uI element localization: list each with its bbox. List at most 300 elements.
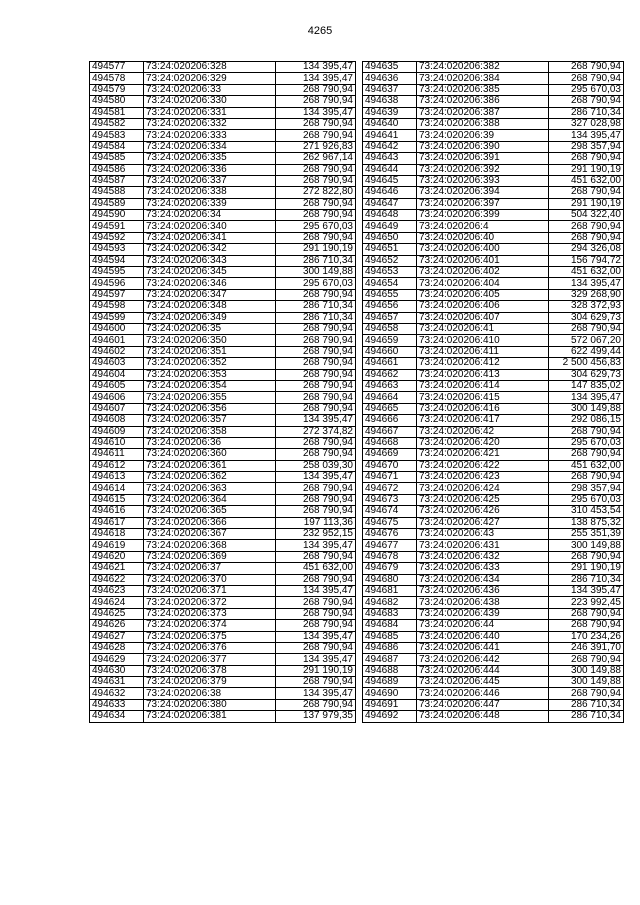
table-row — [90, 380, 356, 391]
row-number-cell: 494605 — [90, 380, 144, 391]
table-row — [90, 84, 356, 95]
value-cell: 268 790,94 — [276, 118, 356, 129]
table-row — [90, 358, 356, 369]
value-cell: 223 992,45 — [549, 597, 624, 608]
table-row — [363, 255, 624, 266]
row-number-cell: 494654 — [363, 278, 417, 289]
cadastral-number-cell: 73:24:020206:439 — [417, 608, 549, 619]
cadastral-number-cell: 73:24:020206:348 — [144, 301, 276, 312]
cadastral-number-cell: 73:24:020206:34 — [144, 210, 276, 221]
table-row — [363, 198, 624, 209]
row-number-cell: 494607 — [90, 403, 144, 414]
table-row — [363, 517, 624, 528]
table-row — [363, 654, 624, 665]
value-cell: 268 790,94 — [549, 472, 624, 483]
row-number-cell: 494598 — [90, 301, 144, 312]
table-row — [363, 278, 624, 289]
table-row — [363, 665, 624, 676]
table-row — [363, 677, 624, 688]
cadastral-number-cell: 73:24:020206:349 — [144, 312, 276, 323]
value-cell: 268 790,94 — [276, 198, 356, 209]
value-cell: 268 790,94 — [276, 483, 356, 494]
cadastral-number-cell: 73:24:020206:372 — [144, 597, 276, 608]
value-cell: 134 395,47 — [276, 585, 356, 596]
row-number-cell: 494628 — [90, 642, 144, 653]
table-row — [363, 369, 624, 380]
table-row — [90, 289, 356, 300]
table-row — [363, 585, 624, 596]
value-cell: 286 710,34 — [276, 255, 356, 266]
cadastral-number-cell: 73:24:020206:415 — [417, 392, 549, 403]
value-cell: 294 326,08 — [549, 244, 624, 255]
value-cell: 134 395,47 — [549, 130, 624, 141]
cadastral-number-cell: 73:24:020206:42 — [417, 426, 549, 437]
value-cell: 268 790,94 — [549, 96, 624, 107]
cadastral-number-cell: 73:24:020206:340 — [144, 221, 276, 232]
row-number-cell: 494583 — [90, 130, 144, 141]
row-number-cell: 494645 — [363, 175, 417, 186]
table-row — [363, 244, 624, 255]
cadastral-number-cell: 73:24:020206:400 — [417, 244, 549, 255]
cadastral-number-cell: 73:24:020206:436 — [417, 585, 549, 596]
row-number-cell: 494611 — [90, 449, 144, 460]
row-number-cell: 494681 — [363, 585, 417, 596]
value-cell: 268 790,94 — [549, 654, 624, 665]
table-row — [363, 380, 624, 391]
cadastral-number-cell: 73:24:020206:36 — [144, 437, 276, 448]
value-cell: 304 629,73 — [549, 312, 624, 323]
cadastral-number-cell: 73:24:020206:330 — [144, 96, 276, 107]
value-cell: 451 632,00 — [549, 460, 624, 471]
row-number-cell: 494663 — [363, 380, 417, 391]
row-number-cell: 494581 — [90, 107, 144, 118]
table-row — [363, 164, 624, 175]
row-number-cell: 494610 — [90, 437, 144, 448]
table-row — [363, 130, 624, 141]
row-number-cell: 494652 — [363, 255, 417, 266]
cadastral-number-cell: 73:24:020206:4 — [417, 221, 549, 232]
table-row — [90, 574, 356, 585]
row-number-cell: 494650 — [363, 232, 417, 243]
value-cell: 268 790,94 — [276, 232, 356, 243]
table-row — [363, 289, 624, 300]
row-number-cell: 494660 — [363, 346, 417, 357]
table-row — [363, 574, 624, 585]
row-number-cell: 494623 — [90, 585, 144, 596]
value-cell: 134 395,47 — [549, 392, 624, 403]
cadastral-number-cell: 73:24:020206:376 — [144, 642, 276, 653]
cadastral-number-cell: 73:24:020206:341 — [144, 232, 276, 243]
value-cell: 291 190,19 — [549, 164, 624, 175]
value-cell: 286 710,34 — [549, 699, 624, 710]
value-cell: 268 790,94 — [549, 323, 624, 334]
cadastral-number-cell: 73:24:020206:445 — [417, 677, 549, 688]
cadastral-number-cell: 73:24:020206:386 — [417, 96, 549, 107]
value-cell: 134 395,47 — [549, 585, 624, 596]
cadastral-number-cell: 73:24:020206:438 — [417, 597, 549, 608]
cadastral-number-cell: 73:24:020206:385 — [417, 84, 549, 95]
table-row — [90, 460, 356, 471]
row-number-cell: 494580 — [90, 96, 144, 107]
value-cell: 156 794,72 — [549, 255, 624, 266]
table-row — [363, 84, 624, 95]
table-row — [363, 346, 624, 357]
value-cell: 268 790,94 — [276, 437, 356, 448]
cadastral-number-cell: 73:24:020206:431 — [417, 540, 549, 551]
cadastral-number-cell: 73:24:020206:404 — [417, 278, 549, 289]
table-row — [90, 449, 356, 460]
value-cell: 268 790,94 — [549, 221, 624, 232]
cadastral-number-cell: 73:24:020206:425 — [417, 494, 549, 505]
cadastral-number-cell: 73:24:020206:360 — [144, 449, 276, 460]
table-row — [90, 415, 356, 426]
row-number-cell: 494579 — [90, 84, 144, 95]
table-row — [363, 107, 624, 118]
row-number-cell: 494603 — [90, 358, 144, 369]
value-cell: 295 670,03 — [276, 221, 356, 232]
value-cell: 268 790,94 — [549, 608, 624, 619]
value-cell: 300 149,88 — [276, 267, 356, 278]
table-row — [363, 426, 624, 437]
cadastral-number-cell: 73:24:020206:44 — [417, 620, 549, 631]
cadastral-number-cell: 73:24:020206:40 — [417, 232, 549, 243]
cadastral-number-cell: 73:24:020206:338 — [144, 187, 276, 198]
row-number-cell: 494594 — [90, 255, 144, 266]
cadastral-number-cell: 73:24:020206:391 — [417, 153, 549, 164]
value-cell: 137 979,35 — [276, 711, 356, 722]
row-number-cell: 494631 — [90, 677, 144, 688]
row-number-cell: 494587 — [90, 175, 144, 186]
cadastral-number-cell: 73:24:020206:440 — [417, 631, 549, 642]
row-number-cell: 494665 — [363, 403, 417, 414]
cadastral-number-cell: 73:24:020206:38 — [144, 688, 276, 699]
value-cell: 2 500 456,83 — [549, 358, 624, 369]
cadastral-number-cell: 73:24:020206:357 — [144, 415, 276, 426]
cadastral-number-cell: 73:24:020206:39 — [417, 130, 549, 141]
cadastral-number-cell: 73:24:020206:441 — [417, 642, 549, 653]
table-row — [90, 494, 356, 505]
value-cell: 291 190,19 — [276, 244, 356, 255]
value-cell: 286 710,34 — [549, 711, 624, 722]
table-row — [90, 437, 356, 448]
table-row — [90, 711, 356, 722]
row-number-cell: 494613 — [90, 472, 144, 483]
value-cell: 268 790,94 — [276, 677, 356, 688]
table-row — [363, 711, 624, 722]
table-row — [90, 62, 356, 73]
value-cell: 271 926,83 — [276, 141, 356, 152]
table-row — [363, 597, 624, 608]
table-row — [363, 540, 624, 551]
value-cell: 310 453,54 — [549, 506, 624, 517]
table-row — [363, 506, 624, 517]
row-number-cell: 494629 — [90, 654, 144, 665]
value-cell: 268 790,94 — [549, 551, 624, 562]
cadastral-number-cell: 73:24:020206:420 — [417, 437, 549, 448]
row-number-cell: 494633 — [90, 699, 144, 710]
table-row — [363, 232, 624, 243]
table-row — [90, 540, 356, 551]
value-cell: 268 790,94 — [549, 449, 624, 460]
table-row — [363, 221, 624, 232]
row-number-cell: 494619 — [90, 540, 144, 551]
cadastral-number-cell: 73:24:020206:427 — [417, 517, 549, 528]
row-number-cell: 494627 — [90, 631, 144, 642]
table-row — [90, 392, 356, 403]
row-number-cell: 494616 — [90, 506, 144, 517]
row-number-cell: 494624 — [90, 597, 144, 608]
row-number-cell: 494659 — [363, 335, 417, 346]
value-cell: 295 670,03 — [549, 494, 624, 505]
cadastral-number-cell: 73:24:020206:354 — [144, 380, 276, 391]
row-number-cell: 494657 — [363, 312, 417, 323]
value-cell: 268 790,94 — [276, 551, 356, 562]
value-cell: 300 149,88 — [549, 665, 624, 676]
table-row — [363, 175, 624, 186]
cadastral-number-cell: 73:24:020206:365 — [144, 506, 276, 517]
cadastral-number-cell: 73:24:020206:397 — [417, 198, 549, 209]
value-cell: 268 790,94 — [276, 369, 356, 380]
value-cell: 268 790,94 — [276, 84, 356, 95]
cadastral-number-cell: 73:24:020206:350 — [144, 335, 276, 346]
table-row — [90, 369, 356, 380]
row-number-cell: 494684 — [363, 620, 417, 631]
cadastral-number-cell: 73:24:020206:412 — [417, 358, 549, 369]
value-cell: 268 790,94 — [276, 289, 356, 300]
row-number-cell: 494656 — [363, 301, 417, 312]
row-number-cell: 494690 — [363, 688, 417, 699]
value-cell: 268 790,94 — [276, 506, 356, 517]
row-number-cell: 494596 — [90, 278, 144, 289]
table-row — [363, 358, 624, 369]
table-row — [90, 141, 356, 152]
cadastral-number-cell: 73:24:020206:393 — [417, 175, 549, 186]
table-row — [90, 551, 356, 562]
cadastral-number-cell: 73:24:020206:407 — [417, 312, 549, 323]
value-cell: 292 086,15 — [549, 415, 624, 426]
value-cell: 268 790,94 — [276, 403, 356, 414]
table-row — [90, 153, 356, 164]
table-row — [90, 107, 356, 118]
row-number-cell: 494626 — [90, 620, 144, 631]
cadastral-number-cell: 73:24:020206:355 — [144, 392, 276, 403]
value-cell: 134 395,47 — [276, 688, 356, 699]
value-cell: 268 790,94 — [276, 358, 356, 369]
cadastral-number-cell: 73:24:020206:378 — [144, 665, 276, 676]
cadastral-number-cell: 73:24:020206:414 — [417, 380, 549, 391]
table-row — [90, 130, 356, 141]
table-row — [90, 608, 356, 619]
value-cell: 291 190,19 — [549, 198, 624, 209]
row-number-cell: 494686 — [363, 642, 417, 653]
table-row — [90, 301, 356, 312]
table-row — [90, 312, 356, 323]
value-cell: 298 357,94 — [549, 141, 624, 152]
cadastral-number-cell: 73:24:020206:339 — [144, 198, 276, 209]
row-number-cell: 494584 — [90, 141, 144, 152]
cadastral-number-cell: 73:24:020206:446 — [417, 688, 549, 699]
row-number-cell: 494662 — [363, 369, 417, 380]
value-cell: 451 632,00 — [549, 267, 624, 278]
cadastral-number-cell: 73:24:020206:43 — [417, 529, 549, 540]
value-cell: 268 790,94 — [549, 688, 624, 699]
cadastral-number-cell: 73:24:020206:423 — [417, 472, 549, 483]
table-row — [90, 699, 356, 710]
cadastral-number-cell: 73:24:020206:401 — [417, 255, 549, 266]
value-cell: 451 632,00 — [549, 175, 624, 186]
table-row — [90, 335, 356, 346]
value-cell: 300 149,88 — [549, 540, 624, 551]
registry-table-right — [362, 61, 624, 723]
cadastral-number-cell: 73:24:020206:337 — [144, 175, 276, 186]
row-number-cell: 494672 — [363, 483, 417, 494]
table-row — [90, 96, 356, 107]
table-row — [90, 187, 356, 198]
cadastral-number-cell: 73:24:020206:421 — [417, 449, 549, 460]
value-cell: 138 875,32 — [549, 517, 624, 528]
row-number-cell: 494638 — [363, 96, 417, 107]
row-number-cell: 494664 — [363, 392, 417, 403]
cadastral-number-cell: 73:24:020206:387 — [417, 107, 549, 118]
value-cell: 272 822,80 — [276, 187, 356, 198]
cadastral-number-cell: 73:24:020206:347 — [144, 289, 276, 300]
row-number-cell: 494585 — [90, 153, 144, 164]
cadastral-number-cell: 73:24:020206:380 — [144, 699, 276, 710]
cadastral-number-cell: 73:24:020206:368 — [144, 540, 276, 551]
table-row — [363, 153, 624, 164]
row-number-cell: 494593 — [90, 244, 144, 255]
row-number-cell: 494589 — [90, 198, 144, 209]
cadastral-number-cell: 73:24:020206:356 — [144, 403, 276, 414]
table-row — [90, 232, 356, 243]
table-row — [363, 392, 624, 403]
row-number-cell: 494625 — [90, 608, 144, 619]
row-number-cell: 494635 — [363, 62, 417, 73]
table-row — [90, 255, 356, 266]
cadastral-number-cell: 73:24:020206:37 — [144, 563, 276, 574]
table-row — [90, 210, 356, 221]
row-number-cell: 494667 — [363, 426, 417, 437]
row-number-cell: 494644 — [363, 164, 417, 175]
table-row — [363, 460, 624, 471]
row-number-cell: 494600 — [90, 323, 144, 334]
value-cell: 268 790,94 — [549, 73, 624, 84]
cadastral-number-cell: 73:24:020206:329 — [144, 73, 276, 84]
row-number-cell: 494692 — [363, 711, 417, 722]
row-number-cell: 494655 — [363, 289, 417, 300]
row-number-cell: 494685 — [363, 631, 417, 642]
row-number-cell: 494599 — [90, 312, 144, 323]
table-row — [363, 472, 624, 483]
row-number-cell: 494622 — [90, 574, 144, 585]
table-row — [363, 494, 624, 505]
value-cell: 232 952,15 — [276, 529, 356, 540]
table-row — [363, 551, 624, 562]
row-number-cell: 494661 — [363, 358, 417, 369]
row-number-cell: 494597 — [90, 289, 144, 300]
row-number-cell: 494595 — [90, 267, 144, 278]
row-number-cell: 494621 — [90, 563, 144, 574]
value-cell: 268 790,94 — [276, 642, 356, 653]
table-row — [363, 187, 624, 198]
row-number-cell: 494630 — [90, 665, 144, 676]
value-cell: 622 499,44 — [549, 346, 624, 357]
value-cell: 268 790,94 — [276, 392, 356, 403]
cadastral-number-cell: 73:24:020206:35 — [144, 323, 276, 334]
value-cell: 327 028,98 — [549, 118, 624, 129]
row-number-cell: 494608 — [90, 415, 144, 426]
value-cell: 268 790,94 — [276, 494, 356, 505]
value-cell: 268 790,94 — [549, 232, 624, 243]
value-cell: 298 357,94 — [549, 483, 624, 494]
cadastral-number-cell: 73:24:020206:373 — [144, 608, 276, 619]
table-row — [363, 62, 624, 73]
row-number-cell: 494651 — [363, 244, 417, 255]
value-cell: 268 790,94 — [549, 187, 624, 198]
row-number-cell: 494647 — [363, 198, 417, 209]
cadastral-number-cell: 73:24:020206:33 — [144, 84, 276, 95]
row-number-cell: 494691 — [363, 699, 417, 710]
cadastral-number-cell: 73:24:020206:343 — [144, 255, 276, 266]
table-row — [363, 118, 624, 129]
cadastral-number-cell: 73:24:020206:416 — [417, 403, 549, 414]
table-row — [90, 267, 356, 278]
table-row — [90, 677, 356, 688]
cadastral-number-cell: 73:24:020206:377 — [144, 654, 276, 665]
row-number-cell: 494636 — [363, 73, 417, 84]
table-row — [90, 118, 356, 129]
cadastral-number-cell: 73:24:020206:345 — [144, 267, 276, 278]
row-number-cell: 494676 — [363, 529, 417, 540]
table-row — [363, 529, 624, 540]
value-cell: 268 790,94 — [276, 210, 356, 221]
cadastral-number-cell: 73:24:020206:346 — [144, 278, 276, 289]
row-number-cell: 494637 — [363, 84, 417, 95]
row-number-cell: 494653 — [363, 267, 417, 278]
cadastral-number-cell: 73:24:020206:364 — [144, 494, 276, 505]
row-number-cell: 494632 — [90, 688, 144, 699]
value-cell: 134 395,47 — [276, 472, 356, 483]
row-number-cell: 494634 — [90, 711, 144, 722]
value-cell: 300 149,88 — [549, 403, 624, 414]
table-row — [363, 335, 624, 346]
cadastral-number-cell: 73:24:020206:394 — [417, 187, 549, 198]
cadastral-number-cell: 73:24:020206:434 — [417, 574, 549, 585]
value-cell: 268 790,94 — [549, 153, 624, 164]
row-number-cell: 494591 — [90, 221, 144, 232]
cadastral-number-cell: 73:24:020206:374 — [144, 620, 276, 631]
cadastral-number-cell: 73:24:020206:332 — [144, 118, 276, 129]
cadastral-number-cell: 73:24:020206:411 — [417, 346, 549, 357]
table-row — [363, 301, 624, 312]
table-row — [363, 620, 624, 631]
value-cell: 134 395,47 — [549, 278, 624, 289]
row-number-cell: 494680 — [363, 574, 417, 585]
value-cell: 295 670,03 — [276, 278, 356, 289]
row-number-cell: 494602 — [90, 346, 144, 357]
row-number-cell: 494671 — [363, 472, 417, 483]
value-cell: 268 790,94 — [276, 335, 356, 346]
cadastral-number-cell: 73:24:020206:382 — [417, 62, 549, 73]
table-row — [90, 73, 356, 84]
cadastral-number-cell: 73:24:020206:351 — [144, 346, 276, 357]
cadastral-number-cell: 73:24:020206:334 — [144, 141, 276, 152]
cadastral-number-cell: 73:24:020206:442 — [417, 654, 549, 665]
value-cell: 134 395,47 — [276, 73, 356, 84]
cadastral-number-cell: 73:24:020206:366 — [144, 517, 276, 528]
value-cell: 272 374,82 — [276, 426, 356, 437]
table-row — [363, 96, 624, 107]
